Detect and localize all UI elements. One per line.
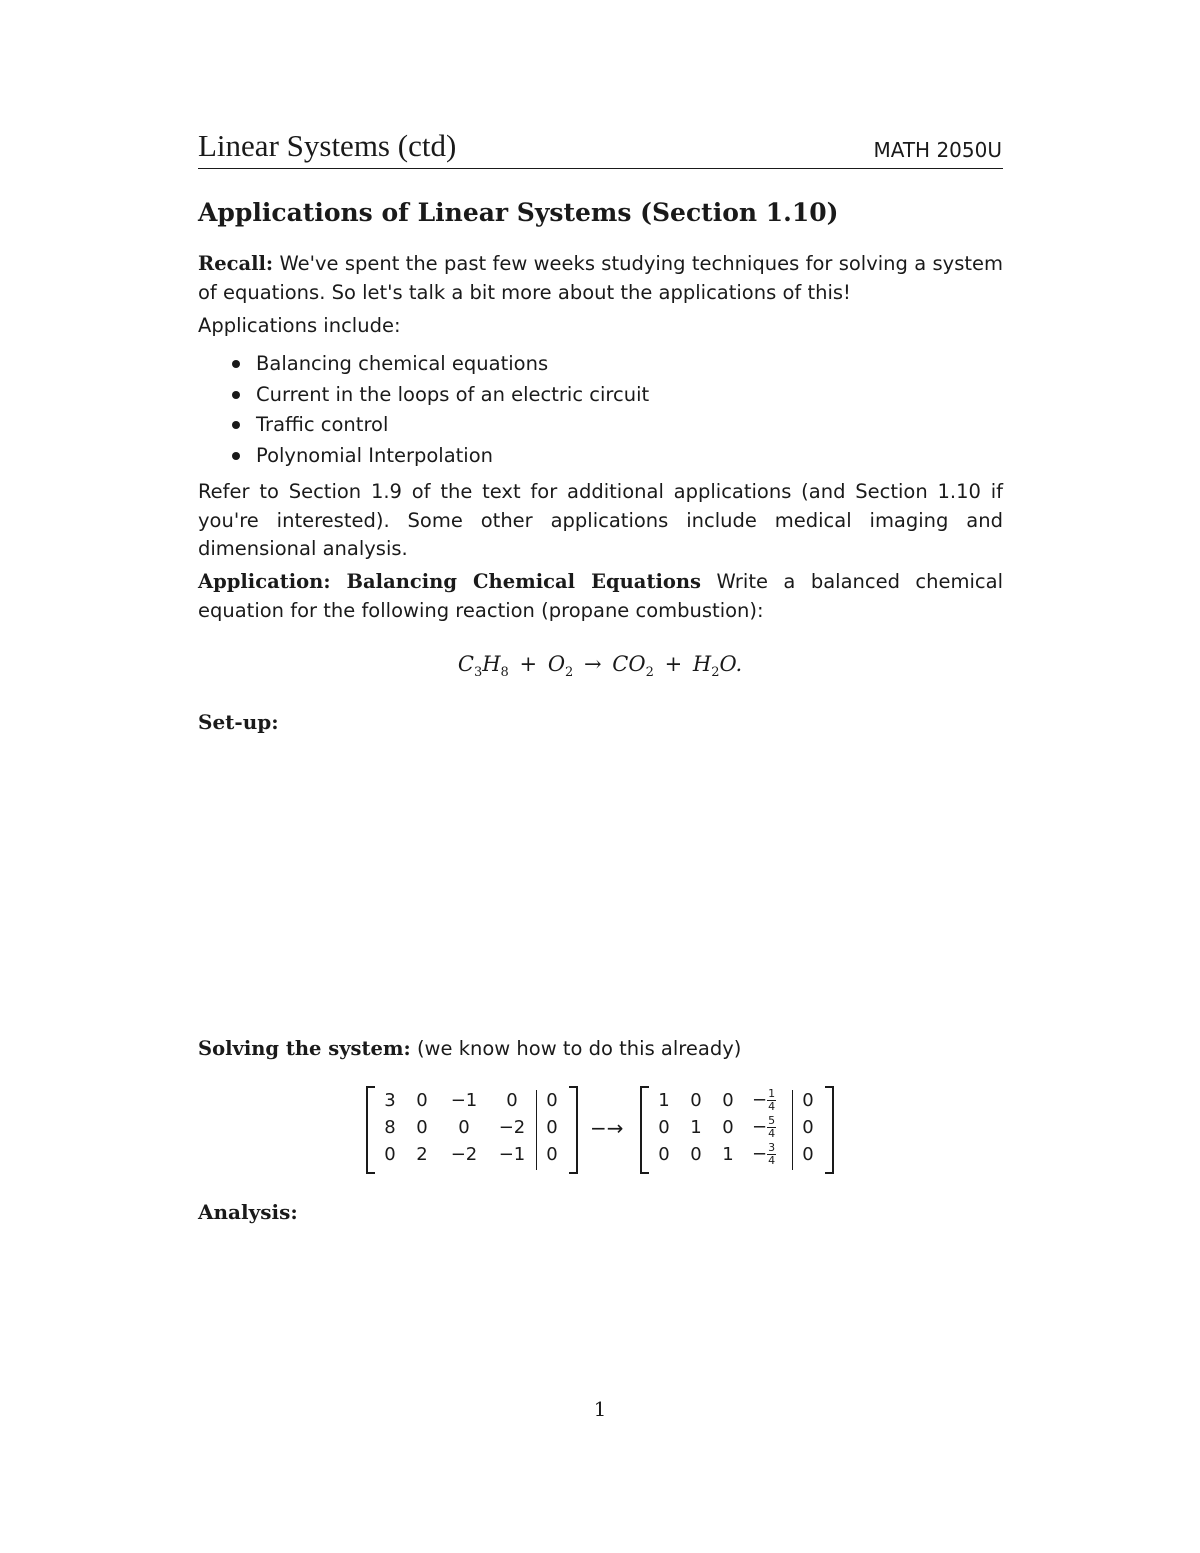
- recall-label: Recall:: [198, 252, 274, 275]
- matrix-cell: 0: [546, 1144, 558, 1165]
- matrix-fraction: − $\frac{1}{4}$: [752, 1087, 776, 1113]
- matrix-cell: 0: [658, 1117, 670, 1138]
- matrix-cell: 0: [546, 1117, 558, 1138]
- matrix-cell: 1: [690, 1117, 702, 1138]
- right-bracket: [825, 1086, 834, 1174]
- applications-list: [230, 349, 649, 471]
- matrix-fraction: − $\frac{3}{4}$: [752, 1141, 776, 1167]
- matrix-cell: −2: [450, 1144, 478, 1165]
- chemical-equation: $C_3H_8 + O_2 \to CO_2 + H_2O$.: [457, 652, 743, 681]
- matrix-cell: 0: [802, 1117, 814, 1138]
- list-item: Current in the loops of an electric circuit: [230, 380, 649, 411]
- matrix-fraction: − $\frac{5}{4}$: [752, 1114, 776, 1140]
- bullet-icon: [232, 360, 240, 368]
- matrix-cell: −1: [450, 1090, 478, 1111]
- application-label: Application: Balancing Chemical Equations: [198, 570, 702, 593]
- matrix-cell: 2: [416, 1144, 428, 1165]
- matrix-cell: 0: [506, 1090, 518, 1111]
- matrix-cell: 0: [802, 1090, 814, 1111]
- augmented-matrix-left: [366, 1086, 578, 1172]
- matrix-cell: 0: [458, 1117, 470, 1138]
- matrix-cell: 0: [690, 1090, 702, 1111]
- course-code: MATH 2050U: [873, 138, 1002, 162]
- matrix-cell: 0: [722, 1117, 734, 1138]
- bullet-icon: [232, 391, 240, 399]
- list-item: Balancing chemical equations: [230, 349, 649, 380]
- matrix-cell: 0: [658, 1144, 670, 1165]
- recall-paragraph: [198, 250, 1003, 307]
- solving-line: [198, 1035, 741, 1063]
- matrix-cell: 0: [416, 1117, 428, 1138]
- list-item: Polynomial Interpolation: [230, 441, 649, 472]
- matrix-cell: 0: [546, 1090, 558, 1111]
- row-reduce-arrow: −→: [590, 1116, 624, 1140]
- header-rule: [198, 168, 1003, 169]
- matrix-cell: 8: [384, 1117, 396, 1138]
- right-bracket: [569, 1086, 578, 1174]
- bullet-icon: [232, 421, 240, 429]
- solving-label: Solving the system:: [198, 1037, 411, 1060]
- augmented-matrix-right: [640, 1086, 834, 1172]
- application-text: Write a balanced chemical equation for the following reaction (propane combustion):: [198, 570, 1003, 622]
- matrix-cell: −2: [498, 1117, 526, 1138]
- setup-label: Set-up:: [198, 710, 279, 734]
- matrix-cell: 1: [658, 1090, 670, 1111]
- matrix-cell: 0: [722, 1090, 734, 1111]
- application-paragraph: [198, 568, 1003, 625]
- section-title: Applications of Linear Systems (Section 1.10): [198, 198, 839, 227]
- matrix-cell: −1: [498, 1144, 526, 1165]
- refer-paragraph: Refer to Section 1.9 of the text for additional applications (and Section 1.10 if you're interested). Some other applications include medical imaging and dimensional analysis.: [198, 480, 1003, 560]
- solving-text: (we know how to do this already): [416, 1037, 742, 1060]
- matrix-cell: 1: [722, 1144, 734, 1165]
- page-header-title: Linear Systems (ctd): [198, 128, 457, 163]
- list-item: Traffic control: [230, 410, 649, 441]
- matrix-cell: 0: [416, 1090, 428, 1111]
- applications-intro: Applications include:: [198, 314, 401, 337]
- recall-text: We've spent the past few weeks studying techniques for solving a system of equations. So let's talk a bit more about the applications of this!: [198, 252, 1004, 304]
- matrix-cell: 3: [384, 1090, 396, 1111]
- page-number: 1: [593, 1397, 607, 1421]
- matrix-cell: 0: [384, 1144, 396, 1165]
- matrix-cell: 0: [690, 1144, 702, 1165]
- bullet-icon: [232, 452, 240, 460]
- matrix-cell: 0: [802, 1144, 814, 1165]
- analysis-label: Analysis:: [198, 1200, 298, 1224]
